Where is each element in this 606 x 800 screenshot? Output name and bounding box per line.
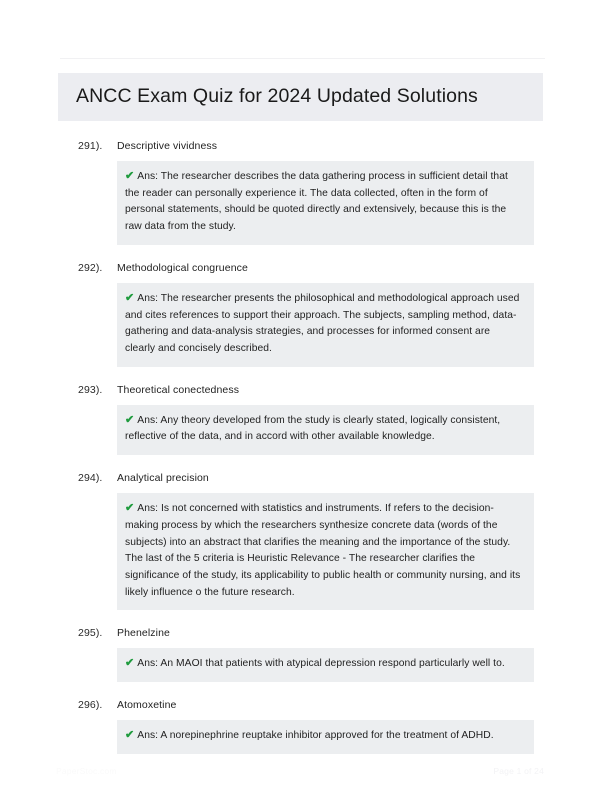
question-block [0,620,606,692]
question-text: Phenelzine [117,627,170,640]
green-check-icon: ✔ [125,291,135,304]
page-footer [0,766,606,786]
green-check-icon: ✔ [125,657,135,670]
question-block [0,377,606,465]
question-header [0,692,606,720]
answer-block [117,283,534,367]
question-text: Theoretical conectedness [117,383,240,396]
answer-text-line [125,655,523,673]
green-check-icon: ✔ [125,502,135,515]
question-list [0,133,606,764]
question-text: Analytical precision [117,472,209,485]
question-number: 292). [78,261,103,274]
footer-watermark: PaperStoc.com [56,766,117,776]
question-block [0,133,606,255]
answer-text-line [125,500,523,601]
answer-body: Ans: The researcher describes the data gathering process in sufficient detail that the reader can personally experience it. The data collected, often in the form of personal statements, should be quoted directly and extensively, because this is the raw data from the study. [125,171,508,233]
question-header [0,377,606,405]
answer-text-line [125,290,523,358]
answer-block [117,720,534,754]
answer-body: Ans: Is not concerned with statistics and instruments. If refers to the decision-making process by which the researchers synthesize concrete data (words of the subjects) into an abstract that clarifies the meaning and the importance of the study. The last of the 5 criteria is Heuristic Relevance - The researcher clarifies the significance of the study, its applicability to public health or community nursing, and its likely influence o the future research. [125,503,521,598]
question-text: Descriptive vividness [117,140,218,152]
answer-block [117,493,534,610]
answer-block [117,648,534,682]
question-number: 294). [78,472,103,485]
document-title-band [58,73,543,121]
question-block [0,465,606,620]
answer-block [117,405,534,455]
question-text: Methodological congruence [117,261,248,274]
green-check-icon: ✔ [125,170,135,182]
question-header [0,620,606,648]
question-block [0,255,606,377]
question-header [0,255,606,283]
header-divider [60,58,545,59]
question-header [0,133,606,161]
question-number: 295). [78,627,103,640]
answer-text-line [125,168,523,236]
answer-body: Ans: The researcher presents the philosophical and methodological approach used and cites references to support their approach. The subjects, sampling method, data-gathering and data-analysis strategies, and processes for informed consent are clearly and concisely described. [125,292,520,354]
answer-text-line [125,727,523,745]
question-text: Atomoxetine [117,699,177,712]
question-number: 291). [78,140,103,152]
question-number: 296). [78,699,103,712]
question-header [0,465,606,493]
answer-text-line [125,412,523,446]
answer-block [117,161,534,245]
question-block [0,692,606,764]
green-check-icon: ✔ [125,413,135,426]
answer-body: Ans: Any theory developed from the study is clearly stated, logically consistent, reflective of the data, and in accord with other available knowledge. [125,414,501,443]
green-check-icon: ✔ [125,729,135,742]
answer-body: Ans: A norepinephrine reuptake inhibitor approved for the treatment of ADHD. [137,730,494,742]
answer-body: Ans: An MAOI that patients with atypical depression respond particularly well to. [137,658,505,670]
question-number: 293). [78,383,103,396]
footer-page-number: Page 1 of 24 [493,766,544,776]
page-title: ANCC Exam Quiz for 2024 Updated Solutions [76,85,478,108]
